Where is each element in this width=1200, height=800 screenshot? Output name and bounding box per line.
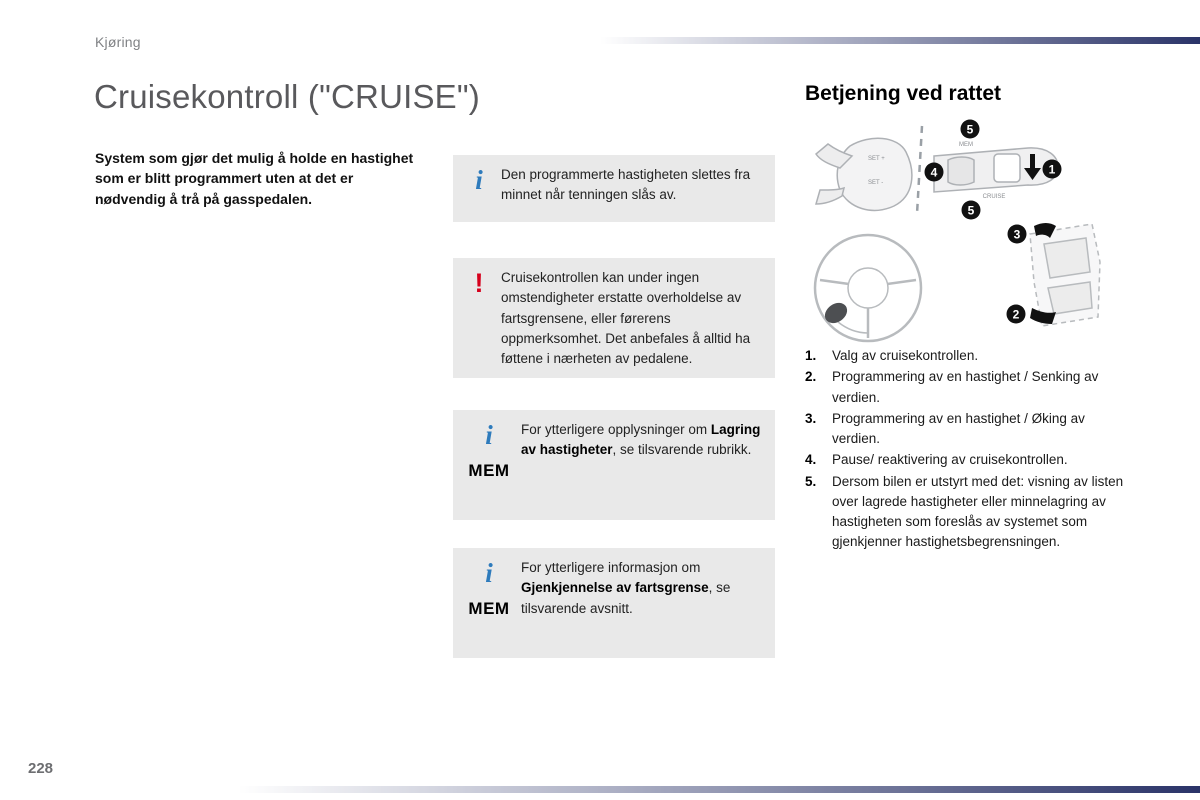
callout-badge-4 [925,163,944,182]
section-title-steering-controls: Betjening ved rattet [805,82,1002,105]
callout-description-list [805,346,1135,554]
note-mem-speed-limit-recognition [453,548,775,658]
list-item [805,409,1135,450]
list-item-text: Pause/ reaktivering av cruisekontrollen. [832,452,1068,468]
list-item-text: Dersom bilen er utstyrt med det: visning av listen over lagrede hastigheter eller minnelagring av hastigheten som foreslås av systemet som gjenkjenner hastighetsbegrensningen. [832,473,1124,550]
info-icon: i [485,558,493,588]
wheel-grip-shading [821,299,851,328]
list-item [805,346,1135,366]
list-item-number: 4. [805,452,817,468]
column-stalk-left [816,138,912,210]
top-gradient-bar [600,37,1200,44]
note-icon-col [465,268,493,297]
svg-text:5: 5 [966,122,974,137]
svg-text:5: 5 [967,203,975,218]
list-item [805,450,1135,470]
note-text: Cruisekontrollen kan under ingen omstendigheter erstatte overholdelse av fartsgrensene, eller førerens oppmerksomhet. Det anbefales å alltid ha føttene i nærheten av pedalene. [501,270,751,366]
bottom-gradient-bar [238,786,1200,793]
set-plus-label: SET + [868,156,885,162]
intro-paragraph: System som gjør det mulig å holde en hastighet som er blitt programmert uten at det er nødvendig å trå på gasspedalen. [95,150,414,207]
list-item-number: 5. [805,473,817,489]
svg-text:1: 1 [1048,162,1056,177]
dashed-divider [917,126,922,214]
note-text-prefix: For ytterligere opplysninger om [521,422,711,437]
note-text-bold: Gjenkjennelse av fartsgrense [521,580,709,596]
note-icon-col [465,420,513,481]
note-icon-col [465,558,513,619]
callout-badge-3 [1008,225,1027,244]
svg-text:3: 3 [1013,227,1021,242]
list-item [805,472,1135,553]
note-text-suffix: , se tilsvarende rubrikk. [612,442,752,458]
note-text: Den programmerte hastigheten slettes fra minnet når tenningen slås av. [501,167,751,203]
callout-badge-2 [1007,305,1026,324]
info-icon: i [485,420,493,450]
list-item-number: 2. [805,369,817,385]
note-text [521,420,763,461]
note-text-suffix: , se tilsvarende avsnitt. [521,580,731,616]
steering-wheel [815,235,921,341]
page-number: 228 [28,760,54,777]
list-item-text: Programmering av en hastighet / Senking av verdien. [832,369,1099,405]
note-text-bold: Lagring av hastigheter [521,422,761,458]
svg-text:4: 4 [930,165,938,180]
callout-badge-1 [1043,160,1062,179]
mem-stalk-label: MEM [959,142,973,148]
list-item [805,367,1135,408]
list-item-number: 1. [805,348,817,363]
mem-label: MEM [468,461,510,480]
mem-label: MEM [468,599,510,618]
warning-icon: ! [474,268,484,298]
steering-wheel-controls-illustration [798,112,1128,352]
note-text-prefix: For ytterligere informasjon om [521,560,701,575]
note-text [521,558,763,619]
note-info-ignition [453,155,775,222]
set-minus-label: SET - [868,180,884,186]
note-warning-responsibility [453,258,775,378]
stalk-zoom-detail [1030,224,1100,326]
svg-text:2: 2 [1012,307,1020,322]
cruise-stalk-label: CRUISE [982,194,1006,200]
note-mem-speed-memorising [453,410,775,520]
callout-badge-5-top [961,120,980,139]
info-icon: i [475,165,483,195]
page-title: Cruisekontroll ("CRUISE") [94,78,480,115]
note-icon-col [465,165,493,194]
list-item-number: 3. [805,410,817,426]
running-header: Kjøring [95,34,141,50]
list-item-text: Valg av cruisekontrollen. [832,348,979,363]
callout-badge-5-bottom [962,201,981,220]
list-item-text: Programmering av en hastighet / Øking av verdien. [832,410,1085,446]
